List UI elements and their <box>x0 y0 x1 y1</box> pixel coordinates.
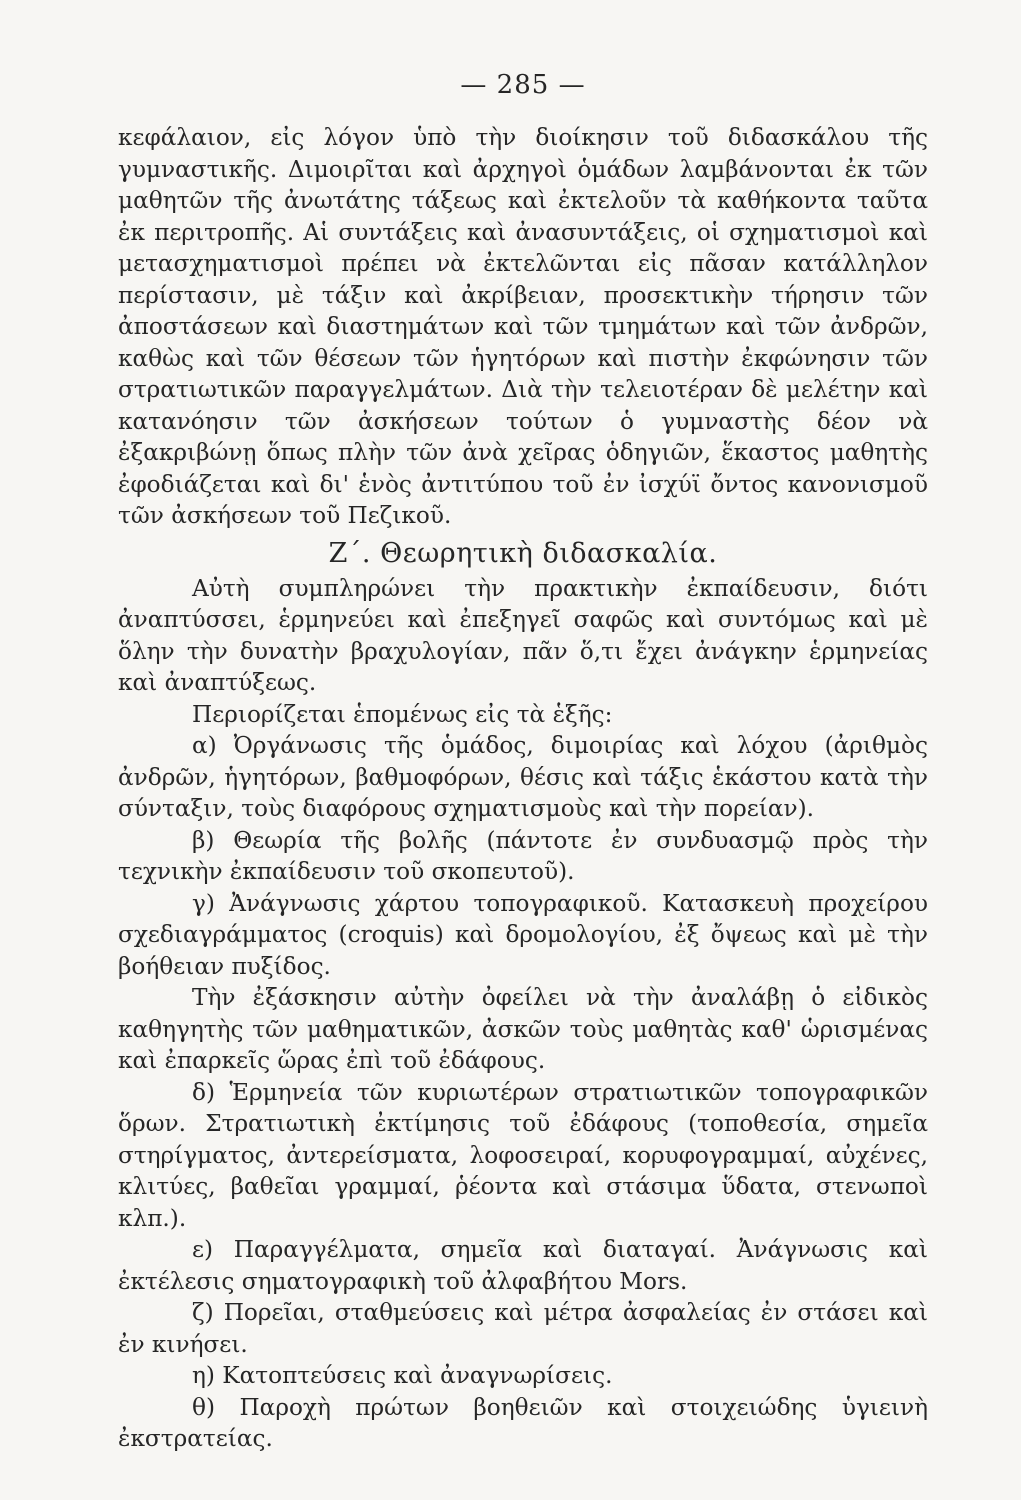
list-item-a: α) Ὀργάνωσις τῆς ὁμάδος, διμοιρίας καὶ λόχου (ἀριθμὸς ἀνδρῶν, ἡγητόρων, βαθμοφόρων, θέσις καὶ τάξις ἑκάστου κατὰ τὴν σύνταξιν, τοὺς διαφόρους σχηματισμοὺς καὶ τὴν πορείαν). <box>118 732 928 822</box>
list-item-th: θ) Παροχὴ πρώτων βοηθειῶν καὶ στοιχειώδης ὑγιεινὴ ἐκστρατείας. <box>118 1393 928 1452</box>
list-item-c: γ) Ἀνάγνωσις χάρτου τοπογραφικοῦ. Κατασκευὴ προχείρου σχεδιαγράμματος (croquis) καὶ δρομολογίου, ἐξ ὄψεως καὶ μὲ τὴν βοήθειαν πυξίδος. <box>118 889 928 980</box>
list-item-e: ε) Παραγγέλματα, σημεῖα καὶ διαταγαί. Ἀνάγνωσις καὶ ἐκτέλεσις σηματογραφικὴ τοῦ ἀλφαβήτου Mors. <box>118 1236 928 1295</box>
section-intro-paragraph: Αὐτὴ συμπληρώνει τὴν πρακτικὴν ἐκπαίδευσιν, διότι ἀναπτύσσει, ἑρμηνεύει καὶ ἐπεξηγεῖ σαφῶς καὶ συντόμως καὶ μὲ ὅλην τὴν δυνατὴν βραχυλογίαν, πᾶν ὅ,τι ἔχει ἀνάγκην ἑρμηνείας καὶ ἀναπτύξεως. <box>118 574 928 696</box>
list-item-z: ζ) Πορεῖαι, σταθμεύσεις καὶ μέτρα ἀσφαλείας ἐν στάσει καὶ ἐν κινήσει. <box>118 1299 928 1358</box>
book-page <box>118 70 928 1455</box>
limited-to-line: Περιορίζεται ἑπομένως εἰς τὰ ἑξῆς: <box>192 700 613 728</box>
list-item-b: β) Θεωρία τῆς βολῆς (πάντοτε ἐν συνδυασμῷ πρὸς τὴν τεχνικὴν ἐκπαίδευσιν τοῦ σκοπευτοῦ). <box>118 826 928 885</box>
section-heading: Ζ΄. Θεωρητικὴ διδασκαλία. <box>328 537 718 569</box>
list-item-h: η) Κατοπτεύσεις καὶ ἀναγνωρίσεις. <box>192 1362 613 1389</box>
page-number: — 285 — <box>460 70 586 100</box>
intro-paragraph: κεφάλαιον, εἰς λόγον ὑπὸ τὴν διοίκησιν τοῦ διδασκάλου τῆς γυμναστικῆς. Διμοιρῖται καὶ ἀρχηγοὶ ὁμάδων λαμβάνονται ἐκ τῶν μαθητῶν τῆς ἀνωτάτης τάξεως καὶ ἐκτελοῦν τὰ καθήκοντα ταῦτα ἐκ περιτροπῆς. Αἱ συντάξεις καὶ ἀνασυντάξεις, οἱ σχηματισμοὶ καὶ μετασχηματισμοὶ πρέπει νὰ ἐκτελῶνται εἰς πᾶσαν κατάλληλον περίστασιν, μὲ τάξιν καὶ ἀκρίβειαν, προσεκτικὴν τήρησιν τῶν ἀποστάσεων καὶ διαστημάτων καὶ τῶν τμημάτων καὶ τῶν ἀνδρῶν, καθὼς καὶ τῶν θέσεων τῶν ἡγητόρων καὶ πιστὴν ἐκφώνησιν τῶν στρατιωτικῶν παραγγελμάτων. Διὰ τὴν τελειοτέραν δὲ μελέτην καὶ κατανόησιν τῶν ἀσκήσεων τούτων ὁ γυμναστὴς δέον νὰ ἐξακριβώνῃ ὅπως πλὴν τῶν ἀνὰ χεῖρας ὁδηγιῶν, ἕκαστος μαθητὴς ἐφοδιάζεται καὶ δι' ἑνὸς ἀντιτύπου τοῦ ἐν ἰσχύϊ ὄντος κανονισμοῦ τῶν ἀσκήσεων τοῦ Πεζικοῦ. <box>118 124 928 529</box>
list-item-d: δ) Ἑρμηνεία τῶν κυριωτέρων στρατιωτικῶν τοπογραφικῶν ὅρων. Στρατιωτικὴ ἐκτίμησις τοῦ ἐδάφους (τοποθεσία, σημεῖα στηρίγματος, ἀντερείσματα, λοφοσειραί, κορυφογραμμαί, αὐχένες, κλιτύες, βαθεῖαι γραμμαί, ῥέοντα καὶ στάσιμα ὕδατα, στενωποὶ κλπ.). <box>118 1078 928 1232</box>
list-item-c-note: Τὴν ἐξάσκησιν αὐτὴν ὀφείλει νὰ τὴν ἀναλάβῃ ὁ εἰδικὸς καθηγητὴς τῶν μαθηματικῶν, ἀσκῶν τοὺς μαθητὰς καθ' ὡρισμένας καὶ ἐπαρκεῖς ὥρας ἐπὶ τοῦ ἐδάφους. <box>118 984 928 1074</box>
